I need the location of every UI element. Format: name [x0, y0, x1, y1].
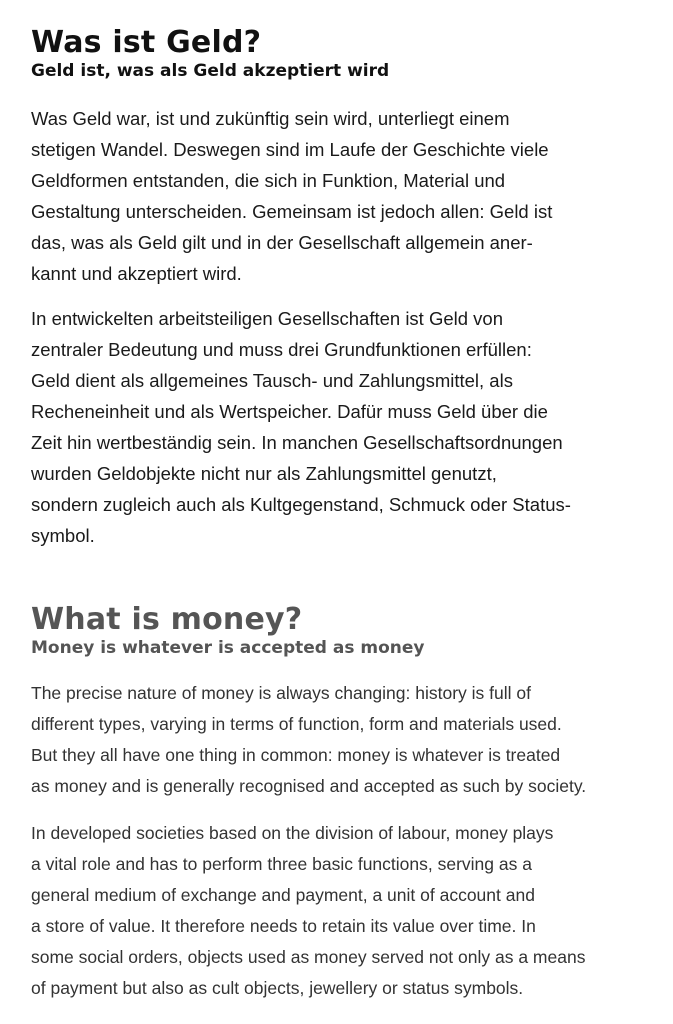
- english-subtitle: Money is whatever is accepted as money: [31, 638, 425, 658]
- german-title: Was ist Geld?: [31, 25, 262, 60]
- german-paragraph-1: Was Geld war, ist und zukünftig sein wird, unterliegt einem stetigen Wandel. Deswegen sind im Laufe der Geschichte viele Geldformen entstanden, die sich in Funktion, Material und Gestaltung unterscheiden. Gemeinsam ist jedoch allen: Geld ist das, was als Geld gilt und in der Gesellschaft allgemein aner- kannt und akzeptiert wird.: [31, 108, 553, 284]
- english-paragraph-1: The precise nature of money is always changing: history is full of different types, varying in terms of function, form and materials used. But they all have one thing in common: money is whatever is treated as money and is generally recognised and accepted as such by society.: [31, 683, 587, 796]
- german-section: [31, 26, 651, 551]
- english-paragraph-2: In developed societies based on the division of labour, money plays a vital role and has to perform three basic functions, serving as a general medium of exchange and payment, a unit of account and a store of value. It therefore needs to retain its value over time. In some social orders, objects used as money served not only as a means of payment but also as cult objects, jewellery or status symbols.: [31, 823, 586, 998]
- german-paragraph-2: In entwickelten arbeitsteiligen Gesellschaften ist Geld von zentraler Bedeutung und muss drei Grundfunktionen erfüllen: Geld dient als allgemeines Tausch- und Zahlungsmittel, als Recheneinheit und als Wertspeicher. Dafür muss Geld über die Zeit hin wertbeständig sein. In manchen Gesellschaftsordnungen wurden Geldobjekte nicht nur als Zahlungsmittel genutzt, sondern zugleich auch als Kultgegenstand, Schmuck oder Status- symbol.: [31, 308, 571, 546]
- german-subtitle: Geld ist, was als Geld akzeptiert wird: [31, 61, 390, 81]
- english-section: [31, 603, 651, 1004]
- english-title: What is money?: [31, 602, 303, 637]
